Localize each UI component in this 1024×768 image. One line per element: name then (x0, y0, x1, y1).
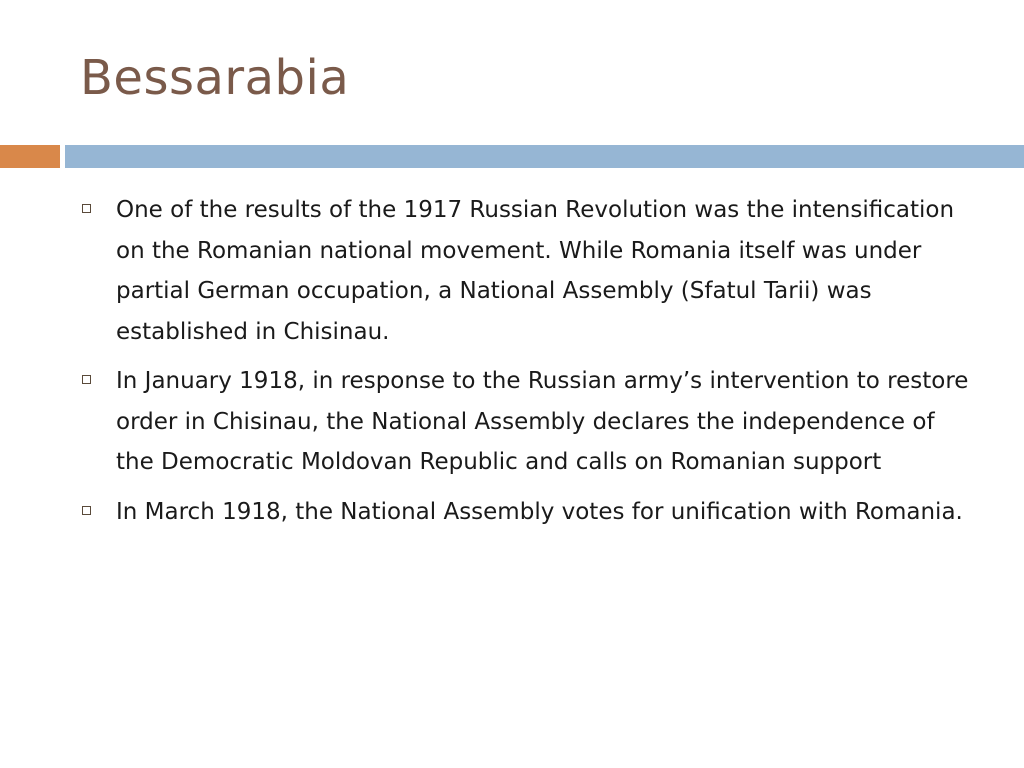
square-bullet-icon (82, 204, 91, 213)
bullet-text: In March 1918, the National Assembly votes for unification with Romania. (116, 498, 963, 525)
accent-bar-orange (0, 145, 60, 168)
square-bullet-icon (82, 375, 91, 384)
bullet-item (80, 361, 970, 483)
bullet-list (80, 190, 970, 541)
accent-bar-blue (65, 145, 1024, 168)
bullet-item (80, 190, 970, 352)
square-bullet-icon (82, 506, 91, 515)
bullet-text: One of the results of the 1917 Russian Revolution was the intensification on the Romanian national movement. While Romania itself was under partial German occupation, a National Assembly (Sfatul Tarii) was established in Chisinau. (116, 197, 955, 345)
slide-title: Bessarabia (80, 50, 350, 106)
bullet-text: In January 1918, in response to the Russian army’s intervention to restore order in Chisinau, the National Assembly declares the independence of the Democratic Moldovan Republic and calls on Romanian support (116, 368, 969, 475)
bullet-item (80, 492, 970, 533)
